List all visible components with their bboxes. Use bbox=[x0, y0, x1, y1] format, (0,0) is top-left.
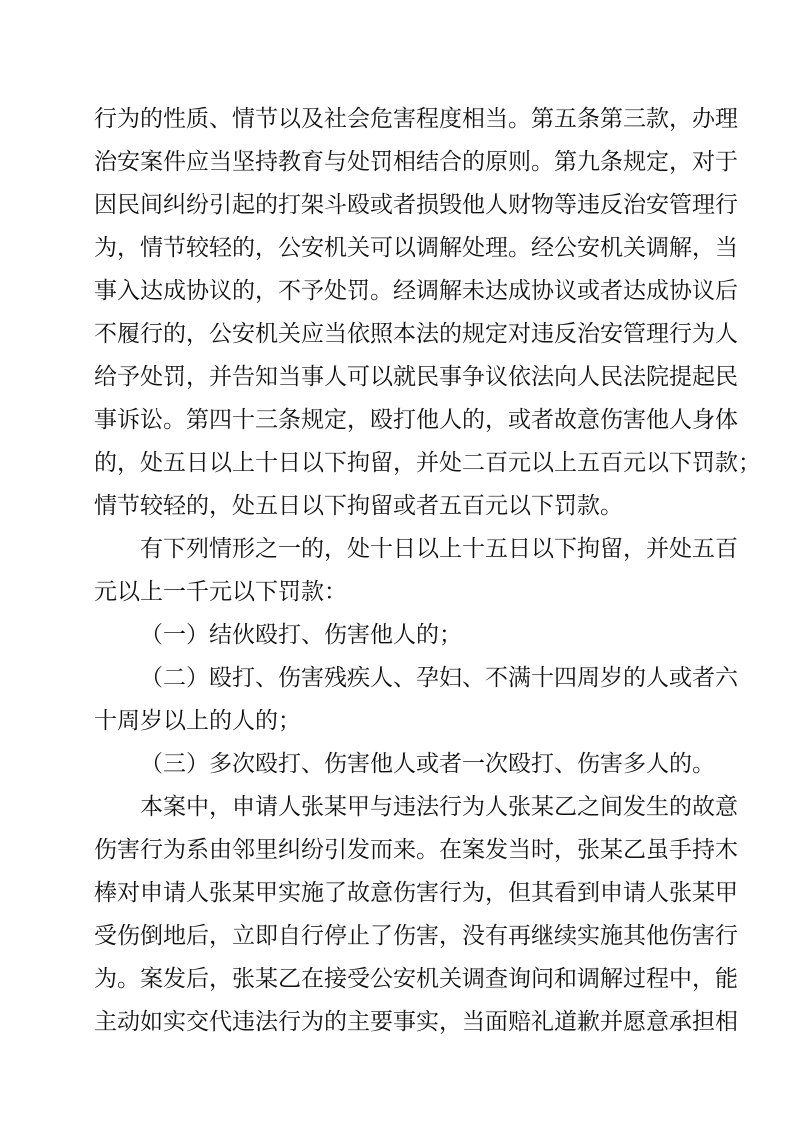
list-item: （一）结伙殴打、伤害他人的； bbox=[140, 622, 462, 648]
text-line: 伤害行为系由邻里纠纷引发而来。在案发当时，张某乙虽手持木 bbox=[94, 837, 738, 863]
paragraph-start-line: 有下列情形之一的，处十日以上十五日以下拘留，并处五百 bbox=[140, 536, 738, 562]
text-line: 事诉讼。第四十三条规定，殴打他人的，或者故意伤害他人身体 bbox=[94, 407, 738, 433]
text-line: 十周岁以上的人的； bbox=[94, 708, 301, 734]
text-line: 事入达成协议的，不予处罚。经调解未达成协议或者达成协议后 bbox=[94, 278, 738, 304]
text-line: 的，处五日以上十日以下拘留，并处二百元以上五百元以下罚款； bbox=[94, 450, 761, 476]
text-line: 受伤倒地后，立即自行停止了伤害，没有再继续实施其他伤害行 bbox=[94, 923, 738, 949]
text-line: 行为的性质、情节以及社会危害程度相当。第五条第三款，办理 bbox=[94, 106, 738, 132]
document-body bbox=[94, 98, 761, 1044]
text-line: 因民间纠纷引起的打架斗殴或者损毁他人财物等违反治安管理行 bbox=[94, 192, 738, 218]
paragraph-start-line: 本案中，申请人张某甲与违法行为人张某乙之间发生的故意 bbox=[140, 794, 738, 820]
text-line: 棒对申请人张某甲实施了故意伤害行为，但其看到申请人张某甲 bbox=[94, 880, 738, 906]
text-line: 不履行的，公安机关应当依照本法的规定对违反治安管理行为人 bbox=[94, 321, 738, 347]
text-line: 主动如实交代违法行为的主要事实，当面赔礼道歉并愿意承担相 bbox=[94, 1009, 738, 1035]
text-line: 元以上一千元以下罚款： bbox=[94, 579, 347, 605]
list-item: （二）殴打、伤害残疾人、孕妇、不满十四周岁的人或者六 bbox=[140, 665, 738, 691]
text-line: 为，情节较轻的，公安机关可以调解处理。经公安机关调解，当 bbox=[94, 235, 738, 261]
text-line: 情节较轻的，处五日以下拘留或者五百元以下罚款。 bbox=[94, 493, 623, 519]
list-item: （三）多次殴打、伤害他人或者一次殴打、伤害多人的。 bbox=[140, 751, 715, 777]
text-line: 治安案件应当坚持教育与处罚相结合的原则。第九条规定，对于 bbox=[94, 149, 738, 175]
text-line: 为。案发后，张某乙在接受公安机关调查询问和调解过程中，能 bbox=[94, 966, 738, 992]
text-line: 给予处罚，并告知当事人可以就民事争议依法向人民法院提起民 bbox=[94, 364, 738, 390]
